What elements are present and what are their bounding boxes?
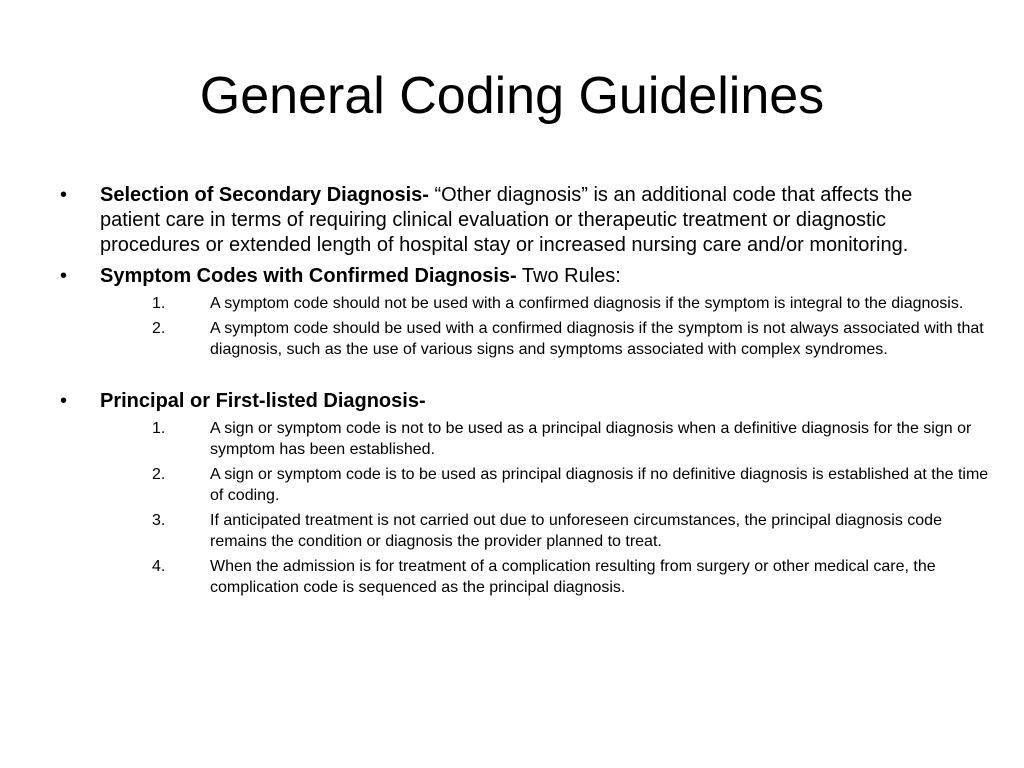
list-item (100, 510, 960, 552)
list-item-number: 2. (152, 320, 166, 337)
bullet-list (60, 183, 989, 598)
bullet-secondary-diagnosis (60, 183, 960, 258)
bullet-text: Two Rules: (516, 265, 621, 287)
numbered-list (100, 418, 989, 598)
list-item-text: A sign or symptom code is not to be used as a principal diagnosis when a definitive diagnosis for the sign or symptom has been established. (210, 420, 972, 458)
list-item-text: A symptom code should be used with a confirmed diagnosis if the symptom is not always associated with that diagnosis, such as the use of various signs and symptoms associated with complex syndromes. (210, 320, 984, 358)
list-item-text: If anticipated treatment is not carried out due to unforeseen circumstances, the principal diagnosis code remains the condition or diagnosis the provider planned to treat. (210, 512, 942, 550)
list-item-number: 3. (152, 512, 166, 529)
list-item (100, 556, 960, 598)
bullet-dot-icon: • (60, 265, 68, 287)
list-item-number: 1. (152, 295, 166, 312)
list-item (100, 418, 972, 460)
list-item-number: 4. (152, 558, 166, 575)
list-item (100, 293, 964, 314)
list-item-text: A symptom code should not be used with a confirmed diagnosis if the symptom is integral to the diagnosis. (210, 295, 964, 312)
page-title: General Coding Guidelines (199, 67, 825, 125)
list-item (100, 318, 984, 360)
list-item-text: A sign or symptom code is to be used as principal diagnosis if no definitive diagnosis is established at the time of coding. (210, 466, 989, 504)
bullet-principal-diagnosis (60, 389, 989, 598)
list-item-number: 1. (152, 420, 166, 437)
bullet-heading: Symptom Codes with Confirmed Diagnosis- (100, 265, 517, 287)
bullet-dot-icon: • (60, 184, 68, 206)
numbered-list (100, 293, 984, 360)
bullet-symptom-codes (60, 264, 984, 360)
list-item (100, 464, 989, 506)
bullet-heading: Principal or First-listed Diagnosis- (100, 390, 426, 412)
bullet-heading: Selection of Secondary Diagnosis- (100, 184, 429, 206)
bullet-text: “Other diagnosis” is an additional code that affects the patient care in terms of requiring clinical evaluation or therapeutic treatment or diagnostic procedures or extended length of hospital stay or increased nursing care and/or monitoring. (100, 184, 913, 256)
bullet-dot-icon: • (60, 390, 68, 412)
list-item-text: When the admission is for treatment of a complication resulting from surgery or other medical care, the complication code is sequenced as the principal diagnosis. (210, 558, 936, 596)
list-item-number: 2. (152, 466, 166, 483)
